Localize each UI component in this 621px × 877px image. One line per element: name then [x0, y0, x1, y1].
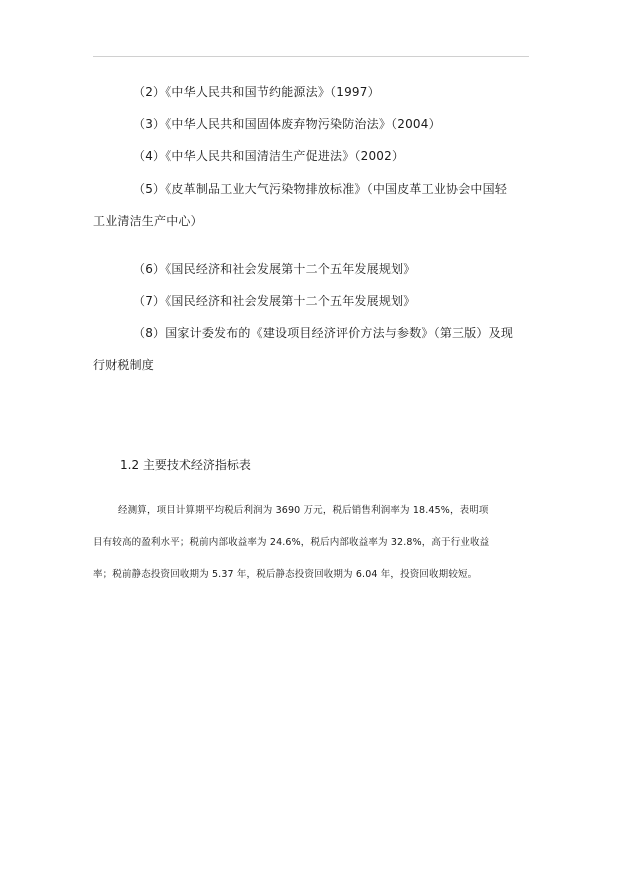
body-line-1: 经测算，项目计算期平均税后利润为 3690 万元，税后销售利润率为 18.45%，表明项	[118, 505, 489, 516]
reference-item-3: （3）《中华人民共和国固体废弃物污染防治法》（2004）	[133, 117, 441, 131]
reference-item-6: （6）《国民经济和社会发展第十二个五年发展规划》	[133, 262, 416, 276]
header-rule	[93, 56, 529, 57]
body-line-2: 目有较高的盈利水平；税前内部收益率为 24.6%，税后内部收益率为 32.8%，高于行业收益	[93, 537, 490, 548]
reference-item-8-line1: （8）国家计委发布的《建设项目经济评价方法与参数》（第三版）及现	[133, 326, 514, 340]
reference-item-2: （2）《中华人民共和国节约能源法》（1997）	[133, 85, 380, 99]
reference-item-7: （7）《国民经济和社会发展第十二个五年发展规划》	[133, 294, 416, 308]
reference-item-5-line1: （5）《皮革制品工业大气污染物排放标准》（中国皮革工业协会中国轻	[133, 182, 508, 196]
body-line-3: 率；税前静态投资回收期为 5.37 年，税后静态投资回收期为 6.04 年，投资回收期较短。	[93, 569, 478, 580]
reference-item-8-line2: 行财税制度	[93, 358, 155, 372]
reference-item-4: （4）《中华人民共和国清洁生产促进法》（2002）	[133, 149, 405, 163]
reference-item-5-line2: 工业清洁生产中心）	[93, 214, 203, 228]
section-title: 1.2 主要技术经济指标表	[120, 458, 251, 472]
